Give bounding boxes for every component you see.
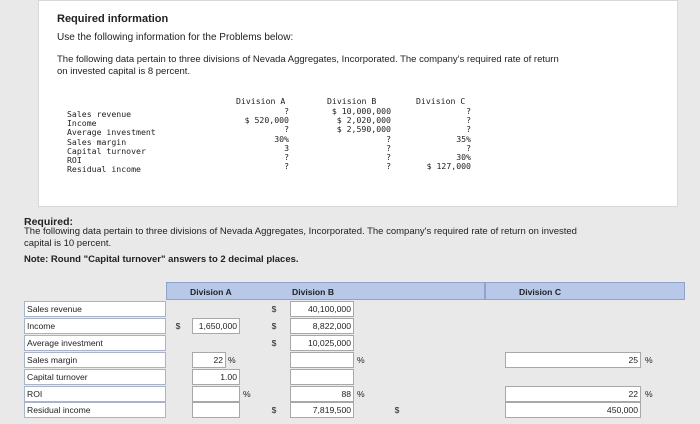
div-c-residual-income-dollar: $ [394,405,400,415]
row-label-sales-revenue: Sales revenue [24,301,166,317]
given-cell: ? [386,151,391,162]
div-b-sales-revenue-dollar: $ [271,304,277,314]
header-division-b: Division B [292,287,335,297]
given-cell: $ 2,590,000 [336,124,391,135]
div-b-roi-input[interactable]: 88 [290,386,354,402]
div-c-sales-margin-input[interactable]: 25 [505,352,641,368]
given-row-label: Income [67,118,97,129]
given-division-b-values [319,107,391,171]
div-b-income-input[interactable]: 8,822,000 [290,318,354,334]
answer-table [24,282,485,418]
info-title: Required information [57,13,169,25]
required-paragraph-line1: The following data pertain to three divisions of Nevada Aggregates, Incorporated. The company's required rate of return on invested [24,226,577,237]
info-paragraph-line2: on invested capital is 8 percent. [57,66,191,77]
given-cell: ? [284,124,289,135]
division-c-column [394,282,685,418]
given-cell: 35% [456,133,471,144]
given-cell: $ 2,020,000 [336,115,391,126]
info-paragraph-line1: The following data pertain to three divisions of Nevada Aggregates, Incorporated. The company's required rate of return [57,54,559,65]
required-title: Required: [24,216,74,228]
div-c-sales-margin-percent: % [645,355,653,365]
div-a-residual-income-input[interactable] [192,402,240,418]
given-cell: ? [386,161,391,172]
required-information-panel [38,0,678,207]
given-row-label: Average investment [67,127,156,138]
division-c-header-bar [485,282,685,300]
div-a-sales-margin-percent: % [228,355,236,365]
given-header-division-b: Division B [327,96,377,106]
div-b-sales-margin-input[interactable] [290,352,354,368]
div-a-roi-input[interactable] [192,386,240,402]
given-division-a-values [229,107,289,171]
div-b-income-dollar: $ [271,321,277,331]
given-cell: ? [386,142,391,153]
given-cell: $ 127,000 [426,161,471,172]
given-cell: 30% [456,151,471,162]
div-b-capital-turnover-input[interactable] [290,369,354,385]
given-division-c-values [409,107,471,171]
given-cell: ? [466,142,471,153]
row-label-capital-turnover: Capital turnover [24,369,166,385]
given-cell: $ 10,000,000 [331,106,391,116]
div-a-capital-turnover-input[interactable]: 1.00 [192,369,240,385]
div-b-average-investment-input[interactable]: 10,025,000 [290,335,354,351]
required-paragraph-line2: capital is 10 percent. [24,237,112,249]
div-c-residual-income-spacer [423,402,465,418]
div-a-income-input[interactable]: 1,650,000 [192,318,240,334]
given-row-label: Sales revenue [67,109,132,119]
given-cell: ? [466,124,471,135]
row-label-residual-income: Residual income [24,402,166,418]
div-b-sales-revenue-input[interactable]: 40,100,000 [290,301,354,317]
given-cell: ? [284,151,289,162]
div-c-roi-percent: % [645,389,653,399]
info-subtitle: Use the following information for the Problems below: [57,32,294,43]
rounding-note: Note: Round "Capital turnover" answers to 2 decimal places. [24,254,299,265]
div-c-residual-income-input[interactable]: 450,000 [505,402,641,418]
given-cell: ? [284,106,289,116]
given-cell: 30% [274,133,289,144]
div-c-roi-input[interactable]: 22 [505,386,641,402]
header-division-a: Division A [190,287,232,297]
given-cell: $ 520,000 [244,115,289,126]
div-a-sales-margin-input[interactable]: 22 [192,352,226,368]
header-division-c: Division C [519,287,562,297]
row-label-roi: ROI [24,386,166,402]
given-row-label: Sales margin [67,136,127,147]
required-paragraph [24,226,694,249]
div-a-income-dollar: $ [175,321,181,331]
row-label-sales-margin: Sales margin [24,352,166,368]
given-row-label: Capital turnover [67,145,146,156]
info-paragraph [57,54,657,78]
row-label-income: Income [24,318,166,334]
row-label-average-investment: Average investment [24,335,166,351]
given-cell: 3 [284,142,289,153]
given-row-label: Residual income [67,164,141,175]
given-header-division-a: Division A [236,96,286,106]
div-a-roi-percent: % [243,389,251,399]
div-b-average-investment-dollar: $ [271,338,277,348]
div-b-sales-margin-percent: % [357,355,365,365]
given-cell: ? [284,161,289,172]
given-header-division-c: Division C [416,96,466,106]
given-cell: ? [386,133,391,144]
given-cell: ? [466,115,471,126]
div-b-residual-income-dollar: $ [271,405,277,415]
given-data-row-labels [67,110,156,174]
given-cell: ? [466,106,471,116]
div-b-roi-percent: % [357,389,365,399]
given-row-label: ROI [67,154,82,165]
div-b-residual-income-input[interactable]: 7,819,500 [290,402,354,418]
